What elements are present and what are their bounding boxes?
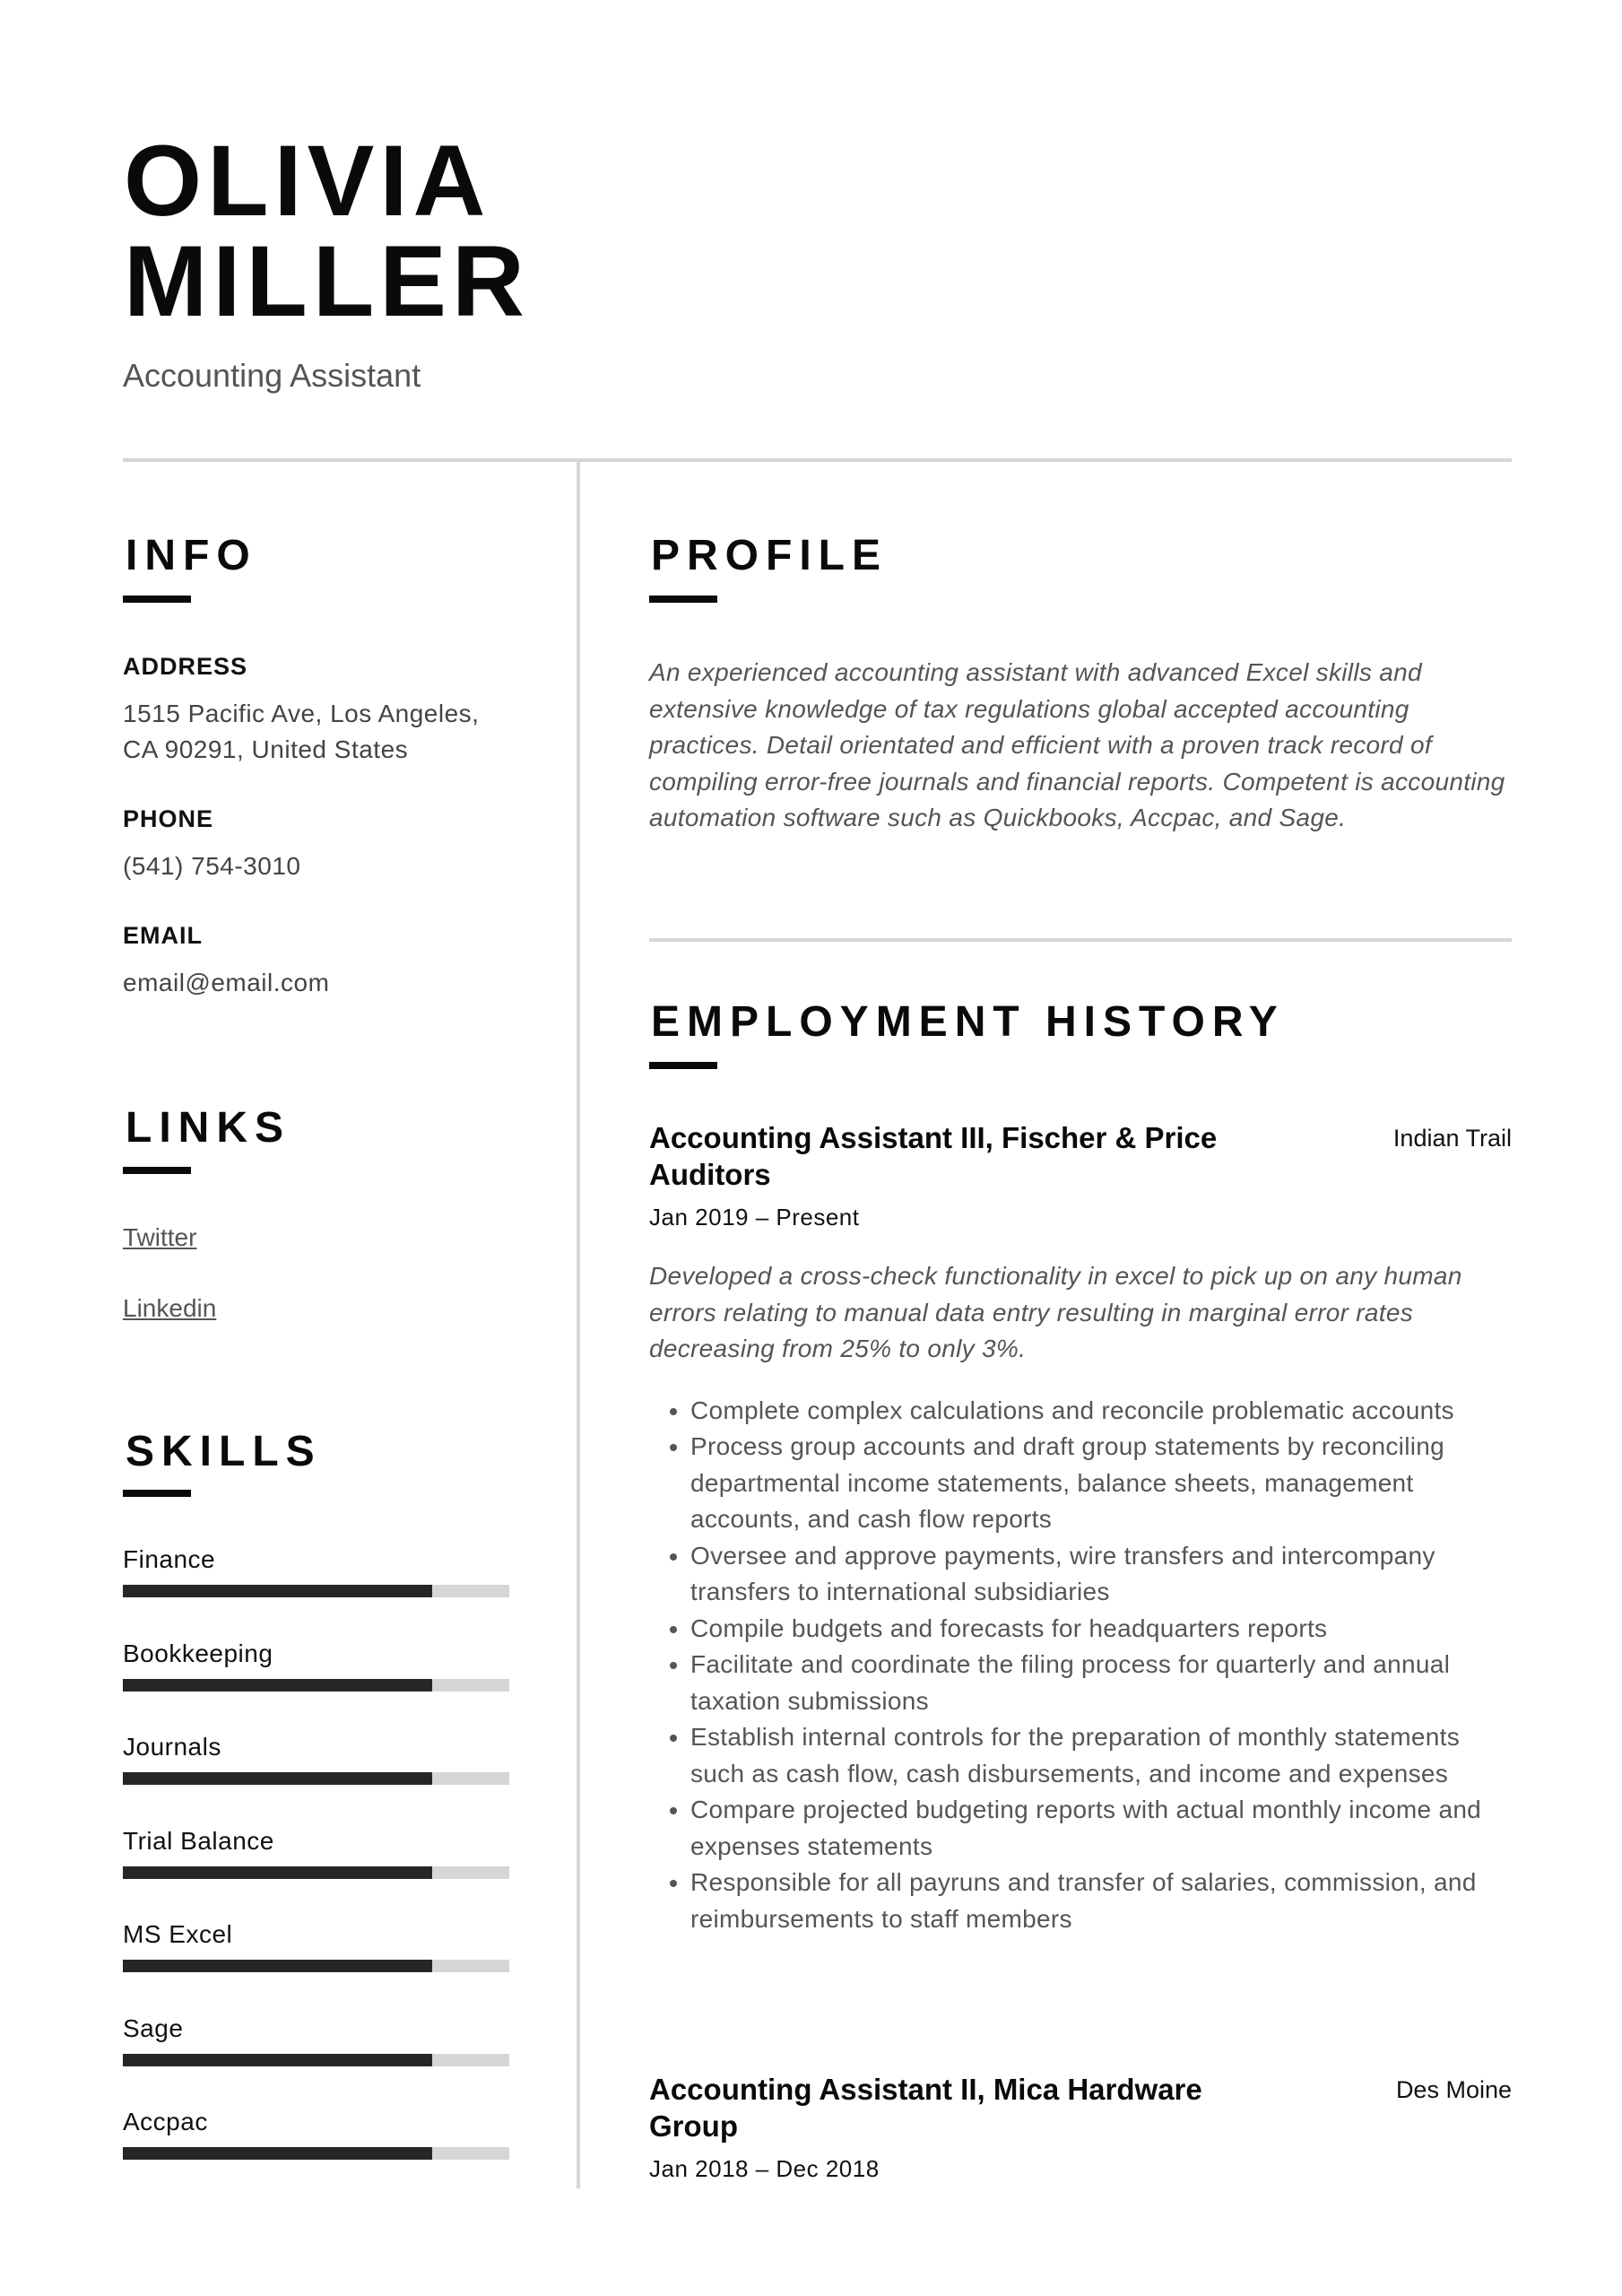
heading-underline [649, 1062, 717, 1069]
job-dates: Jan 2019 – Present [649, 1204, 860, 1231]
job-summary: Developed a cross-check functionality in excel to pick up on any human errors relating to manual data entry resulting in marginal error rates decreasing from 25% to only 3%. [649, 1262, 1462, 1362]
heading-underline [123, 1490, 191, 1497]
job-entry [649, 2071, 1512, 2183]
skill-level-fill [123, 1679, 432, 1692]
skill-label: Journals [123, 1733, 221, 1761]
skill-label: Trial Balance [123, 1826, 274, 1855]
skill-label: Finance [123, 1545, 216, 1573]
bullet-item: • Establish internal controls for the preparation of monthly statements such as cash flow, cash disbursements, and income and expenses [690, 1719, 1512, 1792]
job-dates: Jan 2018 – Dec 2018 [649, 2155, 880, 2182]
bullet-item: • Facilitate and coordinate the filing process for quarterly and annual taxation submissions [690, 1647, 1512, 1719]
bullet-item: • Complete complex calculations and reconcile problematic accounts [690, 1393, 1512, 1430]
skill-item [123, 1546, 509, 1597]
job-title: Accounting Assistant [123, 357, 421, 394]
employment-heading: EMPLOYMENT HISTORY [651, 998, 1285, 1046]
linkedin-link[interactable]: Linkedin [123, 1294, 217, 1322]
job-title: Accounting Assistant III, Fischer & Price Auditors [649, 1121, 1218, 1191]
bullet-item: • Responsible for all payruns and transfer of salaries, commission, and reimbursements to staff members [690, 1865, 1512, 1937]
skill-label: Accpac [123, 2108, 208, 2135]
skill-level-fill [123, 1960, 432, 1972]
twitter-link[interactable]: Twitter [123, 1223, 197, 1251]
skill-item [123, 1734, 509, 1785]
skill-level-bar [123, 2147, 509, 2160]
skill-item [123, 1921, 509, 1972]
job-bullets [649, 1393, 1512, 1938]
skill-level-bar [123, 2054, 509, 2066]
bullet-item: • Process group accounts and draft group statements by reconciling departmental income statements, balance sheets, management accounts, and cash flow reports [690, 1429, 1512, 1538]
last-name: MILLER [124, 225, 530, 337]
phone-value: (541) 754-3010 [123, 852, 301, 880]
skill-level-bar [123, 1772, 509, 1785]
bullet-item: • Compile budgets and forecasts for headquarters reports [690, 1611, 1512, 1648]
address-label: ADDRESS [123, 653, 248, 680]
section-divider [649, 938, 1512, 942]
skill-level-fill [123, 2147, 432, 2160]
skills-heading: SKILLS [126, 1428, 322, 1475]
skill-item [123, 1828, 509, 1879]
phone-label: PHONE [123, 805, 214, 832]
skill-level-bar [123, 1960, 509, 1972]
skill-level-fill [123, 1772, 432, 1785]
skill-item [123, 2109, 509, 2160]
column-divider [577, 462, 580, 2188]
bullet-item: • Compare projected budgeting reports with actual monthly income and expenses statements [690, 1792, 1512, 1865]
skill-label: Sage [123, 2013, 184, 2042]
job-location: Des Moine [1395, 2076, 1512, 2103]
skill-level-bar [123, 1679, 509, 1692]
job-title: Accounting Assistant II, Mica Hardware Group [649, 2073, 1202, 2143]
skill-level-fill [123, 1866, 432, 1879]
header-divider [123, 458, 1512, 462]
skill-level-bar [123, 1585, 509, 1597]
profile-heading: PROFILE [651, 532, 889, 579]
email-value: email@email.com [123, 969, 330, 996]
skill-level-fill [123, 2054, 432, 2066]
bullet-item: • Oversee and approve payments, wire transfers and intercompany transfers to international subsidiaries [690, 1538, 1512, 1611]
address-line-2: CA 90291, United States [123, 735, 409, 763]
info-heading: INFO [126, 532, 257, 579]
job-entry [649, 1119, 1512, 1937]
job-location: Indian Trail [1392, 1125, 1512, 1152]
links-heading: LINKS [126, 1104, 291, 1152]
email-label: EMAIL [123, 922, 203, 949]
first-name: OLIVIA [124, 125, 491, 237]
profile-text: An experienced accounting assistant with advanced Excel skills and extensive knowledge of tax regulations global accepted accounting practices. Detail orientated and efficient with a proven track record of compiling error-free journals and financial reports. Competent is accounting automation software such as Quickbooks, Accpac, and Sage. [649, 658, 1505, 831]
skill-item [123, 2015, 509, 2066]
skill-level-fill [123, 1585, 432, 1597]
heading-underline [123, 596, 191, 603]
skill-label: Bookkeeping [123, 1639, 273, 1667]
skill-label: MS Excel [123, 1920, 233, 1948]
address-line-1: 1515 Pacific Ave, Los Angeles, [123, 700, 480, 727]
heading-underline [649, 596, 717, 603]
skill-level-bar [123, 1866, 509, 1879]
heading-underline [123, 1167, 191, 1174]
skill-item [123, 1640, 509, 1692]
